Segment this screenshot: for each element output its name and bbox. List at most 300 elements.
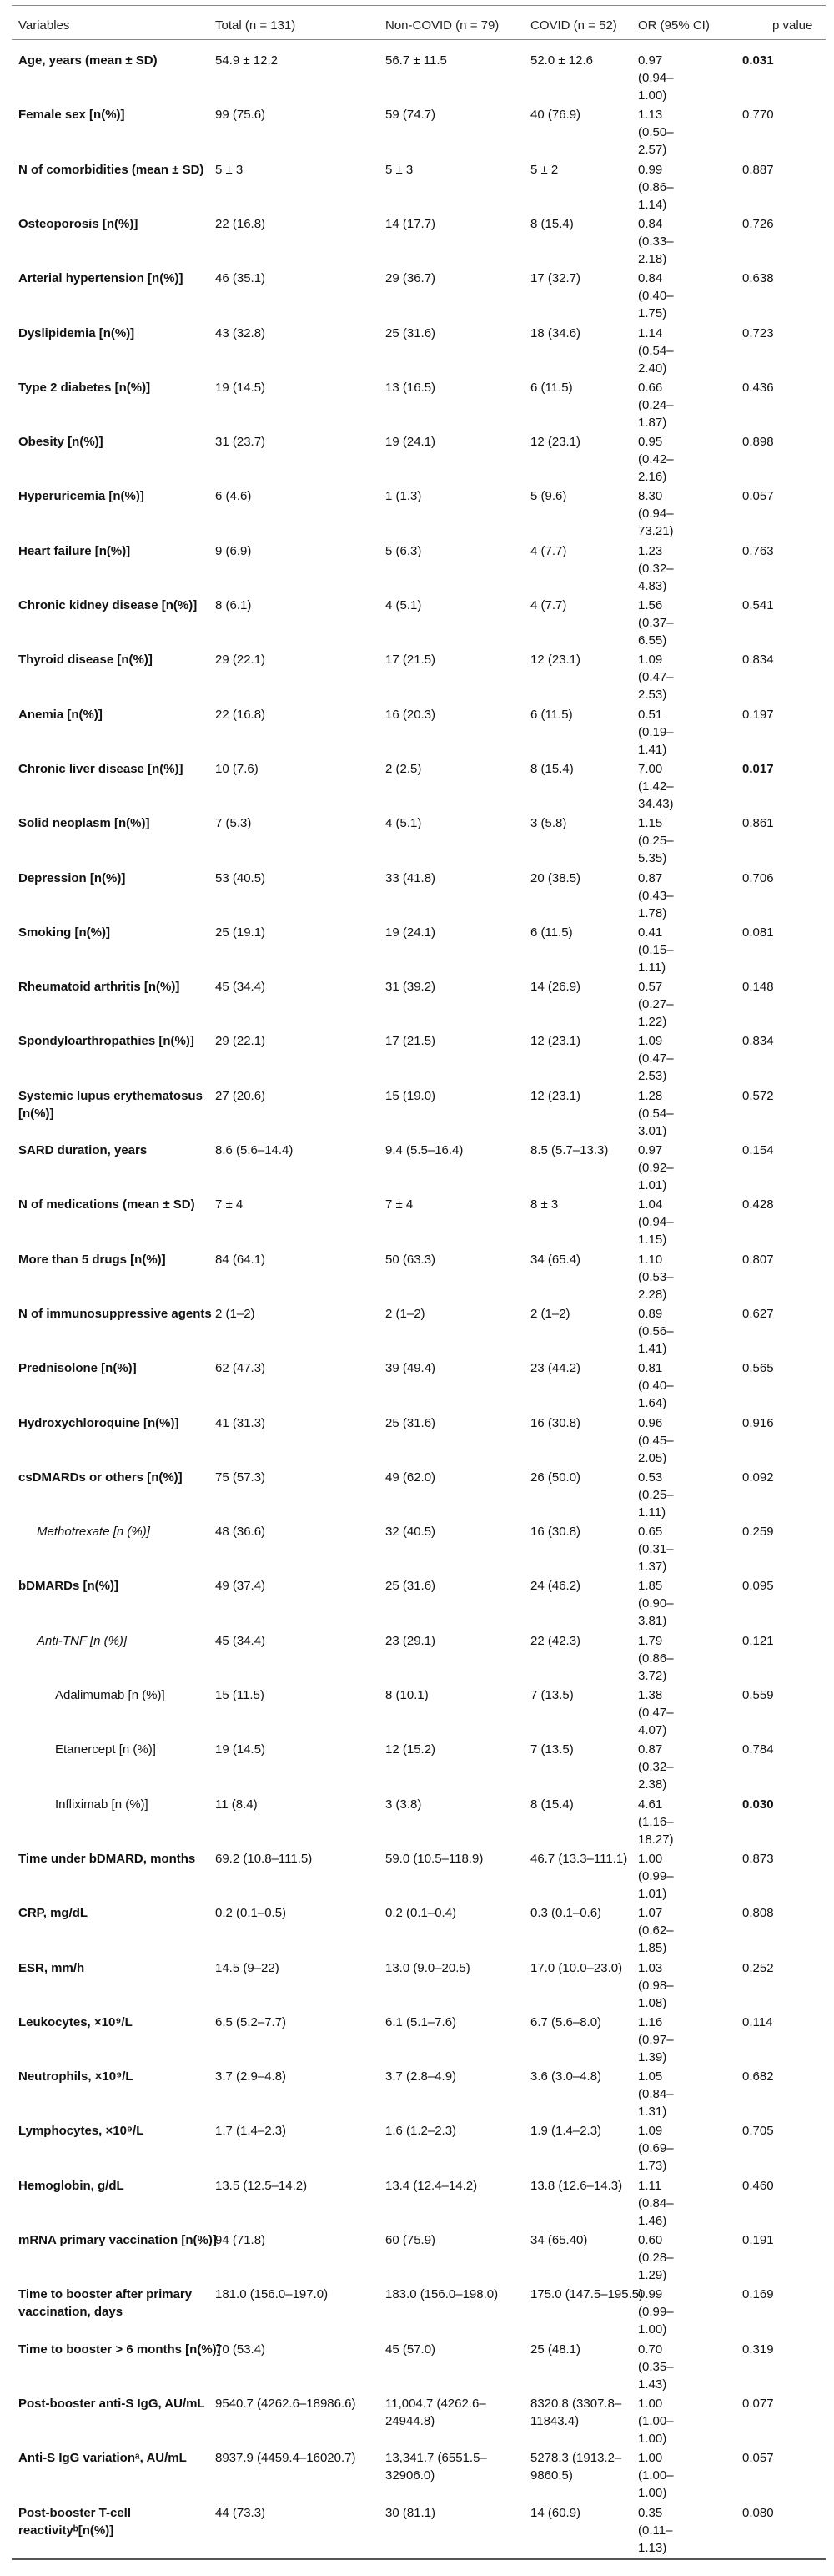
- cell-or: 0.99 (0.99–1.00): [638, 2287, 674, 2337]
- cell-variable: mRNA primary vaccination [n(%)]: [18, 2233, 217, 2247]
- cell-pvalue: 0.706: [742, 870, 774, 885]
- table-row: [0, 1904, 834, 1954]
- table-bottom-rule: [12, 2558, 826, 2560]
- cell-pvalue: 0.436: [742, 380, 774, 395]
- table-row: [0, 161, 834, 211]
- cell-total: 15 (11.5): [215, 1688, 264, 1702]
- cell-or: 4.61 (1.16–18.27): [638, 1797, 674, 1847]
- cell-pvalue: 0.031: [742, 53, 774, 68]
- cell-total: 45 (34.4): [215, 980, 266, 995]
- table-row: [0, 870, 834, 920]
- cell-or: 1.00 (0.99–1.01): [638, 1851, 674, 1901]
- table-row: [0, 2068, 834, 2118]
- cell-pvalue: 0.080: [742, 2505, 774, 2520]
- cell-variable: Time under bDMARD, months: [18, 1851, 196, 1866]
- cell-pvalue: 0.723: [742, 325, 774, 340]
- cell-noncovid: 32 (40.5): [385, 1525, 436, 1540]
- cell-pvalue: 0.077: [742, 2396, 774, 2411]
- table-row: [0, 2014, 834, 2064]
- cell-covid: 4 (7.7): [530, 543, 567, 558]
- cell-or: 0.95 (0.42–2.16): [638, 435, 674, 485]
- cell-or: 1.13 (0.50–2.57): [638, 108, 674, 158]
- cell-variable: Time to booster > 6 months [n(%)]: [18, 2342, 221, 2357]
- cell-noncovid: 1.6 (1.2–2.3): [385, 2124, 457, 2139]
- cell-or: 0.35 (0.11–1.13): [638, 2505, 673, 2555]
- cell-noncovid: 2 (1–2): [385, 1306, 425, 1321]
- cell-pvalue: 0.541: [742, 598, 774, 612]
- cell-covid: 16 (30.8): [530, 1525, 581, 1540]
- cell-or: 0.89 (0.56–1.41): [638, 1306, 674, 1356]
- cell-variable: Neutrophils, ×10⁹/L: [18, 2069, 133, 2084]
- cell-total: 19 (14.5): [215, 1742, 266, 1757]
- cell-covid: 14 (26.9): [530, 980, 581, 995]
- cell-variable: Arterial hypertension [n(%)]: [18, 271, 183, 286]
- cell-or: 1.07 (0.62–1.85): [638, 1906, 674, 1956]
- cell-total: 13.5 (12.5–14.2): [215, 2178, 308, 2193]
- cell-total: 19 (14.5): [215, 380, 266, 395]
- cell-covid: 12 (23.1): [530, 435, 581, 450]
- cell-pvalue: 0.017: [742, 761, 774, 776]
- cell-noncovid: 4 (5.1): [385, 816, 422, 831]
- table-row: [0, 814, 834, 865]
- table-row: [0, 1577, 834, 1627]
- cell-covid: 6 (11.5): [530, 925, 573, 940]
- table-row: [0, 2122, 834, 2172]
- cell-pvalue: 0.887: [742, 162, 774, 177]
- cell-covid: 7 (13.5): [530, 1742, 574, 1757]
- cell-or: 0.97 (0.94–1.00): [638, 53, 674, 103]
- cell-noncovid: 12 (15.2): [385, 1742, 436, 1757]
- cell-variable: Lymphocytes, ×10⁹/L: [18, 2124, 144, 2139]
- cell-noncovid: 19 (24.1): [385, 925, 436, 940]
- cell-variable: Osteoporosis [n(%)]: [18, 216, 138, 231]
- cell-noncovid: 45 (57.0): [385, 2342, 436, 2357]
- cell-noncovid: 1 (1.3): [385, 489, 422, 504]
- cell-pvalue: 0.559: [742, 1688, 774, 1702]
- cell-covid: 3 (5.8): [530, 816, 567, 831]
- cell-variable: Methotrexate [n (%)]: [37, 1525, 150, 1540]
- cell-pvalue: 0.169: [742, 2287, 774, 2302]
- table-row: [0, 597, 834, 647]
- cell-noncovid: 9.4 (5.5–16.4): [385, 1143, 464, 1157]
- cell-pvalue: 0.770: [742, 108, 774, 123]
- cell-noncovid: 7 ± 4: [385, 1197, 414, 1212]
- table-row: [0, 1959, 834, 2009]
- cell-noncovid: 17 (21.5): [385, 653, 436, 668]
- cell-or: 0.70 (0.35–1.43): [638, 2342, 674, 2392]
- cell-or: 0.60 (0.28–1.29): [638, 2233, 674, 2282]
- cell-total: 75 (57.3): [215, 1469, 266, 1485]
- cell-total: 54.9 ± 12.2: [215, 53, 278, 68]
- table-row: [0, 1469, 834, 1519]
- cell-pvalue: 0.916: [742, 1415, 774, 1430]
- cell-variable: Hemoglobin, g/dL: [18, 2178, 124, 2193]
- cell-covid: 23 (44.2): [530, 1361, 581, 1376]
- cell-covid: 34 (65.40): [530, 2233, 588, 2247]
- table-row: [0, 1196, 834, 1246]
- cell-or: 0.84 (0.40–1.75): [638, 271, 674, 321]
- cell-variable: Systemic lupus erythematosus [n(%)]: [18, 1088, 203, 1121]
- cell-noncovid: 3 (3.8): [385, 1797, 422, 1812]
- cell-noncovid: 56.7 ± 11.5: [385, 53, 447, 68]
- cell-noncovid: 59.0 (10.5–118.9): [385, 1851, 484, 1866]
- cell-covid: 8 (15.4): [530, 216, 574, 231]
- cell-noncovid: 6.1 (5.1–7.6): [385, 2014, 457, 2029]
- cell-noncovid: 30 (81.1): [385, 2505, 436, 2520]
- table-row: [0, 2341, 834, 2391]
- cell-pvalue: 0.682: [742, 2069, 774, 2084]
- cell-total: 2 (1–2): [215, 1306, 255, 1321]
- cell-variable: Prednisolone [n(%)]: [18, 1361, 137, 1376]
- cell-noncovid: 4 (5.1): [385, 598, 422, 612]
- cell-pvalue: 0.191: [742, 2233, 774, 2247]
- cell-pvalue: 0.057: [742, 489, 774, 504]
- cell-total: 84 (64.1): [215, 1252, 266, 1267]
- table-row: [0, 2286, 834, 2336]
- cell-variable: Thyroid disease [n(%)]: [18, 653, 153, 668]
- cell-variable: Smoking [n(%)]: [18, 925, 110, 940]
- table-row: [0, 52, 834, 102]
- table-row: [0, 1251, 834, 1301]
- cell-total: 22 (16.8): [215, 707, 266, 722]
- cell-or: 1.10 (0.53–2.28): [638, 1252, 674, 1302]
- header-covid: COVID (n = 52): [530, 18, 617, 33]
- table-row: [0, 1850, 834, 1900]
- cell-pvalue: 0.808: [742, 1906, 774, 1921]
- cell-total: 48 (36.6): [215, 1525, 266, 1540]
- cell-variable: Female sex [n(%)]: [18, 108, 125, 123]
- cell-total: 8.6 (5.6–14.4): [215, 1143, 294, 1157]
- cell-pvalue: 0.784: [742, 1742, 774, 1757]
- cell-covid: 34 (65.4): [530, 1252, 581, 1267]
- cell-variable: Solid neoplasm [n(%)]: [18, 816, 150, 831]
- cell-total: 41 (31.3): [215, 1415, 266, 1430]
- cell-covid: 17 (32.7): [530, 271, 581, 286]
- cell-or: 1.15 (0.25–5.35): [638, 816, 674, 866]
- cell-variable: Depression [n(%)]: [18, 870, 126, 885]
- cell-noncovid: 11,004.7 (4262.6–24944.8): [385, 2396, 486, 2428]
- cell-covid: 8 (15.4): [530, 761, 574, 776]
- cell-noncovid: 29 (36.7): [385, 271, 436, 286]
- cell-covid: 1.9 (1.4–2.3): [530, 2124, 602, 2139]
- cell-pvalue: 0.148: [742, 980, 774, 995]
- cell-covid: 13.8 (12.6–14.3): [530, 2178, 623, 2193]
- cell-covid: 5278.3 (1913.2–9860.5): [530, 2451, 622, 2483]
- cell-or: 1.09 (0.47–2.53): [638, 653, 674, 703]
- cell-variable: Post-booster anti-S IgG, AU/mL: [18, 2396, 205, 2411]
- cell-covid: 6 (11.5): [530, 707, 573, 722]
- cell-or: 1.09 (0.47–2.53): [638, 1034, 674, 1084]
- cell-total: 8 (6.1): [215, 598, 252, 612]
- cell-pvalue: 0.460: [742, 2178, 774, 2193]
- cell-variable: Type 2 diabetes [n(%)]: [18, 380, 151, 395]
- table-row: [0, 433, 834, 483]
- header-bottom-rule: [12, 39, 826, 40]
- cell-pvalue: 0.898: [742, 435, 774, 450]
- table-row: [0, 1032, 834, 1082]
- cell-pvalue: 0.807: [742, 1252, 774, 1267]
- cell-pvalue: 0.121: [742, 1633, 774, 1648]
- table-row: [0, 1142, 834, 1192]
- cell-covid: 2 (1–2): [530, 1306, 570, 1321]
- cell-covid: 14 (60.9): [530, 2505, 581, 2520]
- cell-noncovid: 13.4 (12.4–14.2): [385, 2178, 478, 2193]
- table-top-rule: [12, 5, 826, 6]
- cell-variable: Hydroxychloroquine [n(%)]: [18, 1415, 179, 1430]
- cell-covid: 0.3 (0.1–0.6): [530, 1906, 602, 1921]
- cell-pvalue: 0.057: [742, 2451, 774, 2466]
- cell-noncovid: 19 (24.1): [385, 435, 436, 450]
- cell-variable: N of medications (mean ± SD): [18, 1197, 195, 1212]
- cell-variable: N of immunosuppressive agents: [18, 1306, 212, 1321]
- cell-noncovid: 14 (17.7): [385, 216, 436, 231]
- cell-variable: Time to booster after primary vaccination, days: [18, 2287, 193, 2320]
- cell-covid: 18 (34.6): [530, 325, 581, 340]
- cell-covid: 25 (48.1): [530, 2342, 581, 2357]
- cell-or: 0.41 (0.15–1.11): [638, 925, 674, 975]
- cell-total: 9540.7 (4262.6–18986.6): [215, 2396, 356, 2411]
- cell-total: 53 (40.5): [215, 870, 266, 885]
- cell-or: 0.87 (0.32–2.38): [638, 1742, 674, 1792]
- cell-covid: 4 (7.7): [530, 598, 567, 612]
- cell-or: 1.79 (0.86–3.72): [638, 1633, 674, 1683]
- cell-noncovid: 25 (31.6): [385, 1415, 436, 1430]
- cell-variable: CRP, mg/dL: [18, 1906, 88, 1921]
- cell-covid: 22 (42.3): [530, 1633, 581, 1648]
- cell-or: 0.65 (0.31–1.37): [638, 1525, 674, 1575]
- cell-or: 1.03 (0.98–1.08): [638, 1960, 674, 2010]
- cell-total: 31 (23.7): [215, 435, 266, 450]
- cell-or: 1.28 (0.54–3.01): [638, 1088, 674, 1138]
- cell-noncovid: 23 (29.1): [385, 1633, 436, 1648]
- cell-noncovid: 5 ± 3: [385, 162, 414, 177]
- cell-total: 7 (5.3): [215, 816, 252, 831]
- cell-or: 0.97 (0.92–1.01): [638, 1143, 674, 1192]
- cell-noncovid: 183.0 (156.0–198.0): [385, 2287, 499, 2302]
- cell-pvalue: 0.861: [742, 816, 774, 831]
- cell-noncovid: 15 (19.0): [385, 1088, 436, 1103]
- cell-or: 1.85 (0.90–3.81): [638, 1579, 674, 1629]
- cell-total: 11 (8.4): [215, 1797, 258, 1812]
- cell-noncovid: 13 (16.5): [385, 380, 436, 395]
- table-row: [0, 924, 834, 974]
- cell-total: 70 (53.4): [215, 2342, 266, 2357]
- cell-covid: 3.6 (3.0–4.8): [530, 2069, 602, 2084]
- cell-or: 1.00 (1.00–1.00): [638, 2396, 674, 2446]
- cell-or: 7.00 (1.42–34.43): [638, 761, 674, 811]
- table-row: [0, 487, 834, 537]
- table-row: [0, 1087, 834, 1137]
- cell-variable: bDMARDs [n(%)]: [18, 1579, 118, 1594]
- cell-noncovid: 2 (2.5): [385, 761, 422, 776]
- cell-pvalue: 0.252: [742, 1960, 774, 1975]
- cell-noncovid: 31 (39.2): [385, 980, 436, 995]
- cell-pvalue: 0.319: [742, 2342, 774, 2357]
- cell-total: 27 (20.6): [215, 1088, 266, 1103]
- cell-covid: 12 (23.1): [530, 1088, 581, 1103]
- cell-pvalue: 0.197: [742, 707, 774, 722]
- header-pvalue: p value: [772, 18, 813, 33]
- cell-noncovid: 25 (31.6): [385, 325, 436, 340]
- cell-pvalue: 0.154: [742, 1143, 774, 1157]
- cell-total: 62 (47.3): [215, 1361, 266, 1376]
- cell-variable: Post-booster T-cell reactivityᵇ[n(%)]: [18, 2505, 132, 2538]
- cell-pvalue: 0.834: [742, 653, 774, 668]
- cell-or: 1.14 (0.54–2.40): [638, 325, 674, 376]
- cell-covid: 46.7 (13.3–111.1): [530, 1851, 628, 1866]
- cell-variable: More than 5 drugs [n(%)]: [18, 1252, 166, 1267]
- cell-pvalue: 0.030: [742, 1797, 774, 1812]
- cell-variable: Chronic kidney disease [n(%)]: [18, 598, 198, 612]
- cell-covid: 8320.8 (3307.8–11843.4): [530, 2396, 622, 2428]
- header-or: OR (95% CI): [638, 18, 710, 33]
- cell-noncovid: 8 (10.1): [385, 1688, 429, 1702]
- cell-total: 45 (34.4): [215, 1633, 266, 1648]
- cell-covid: 5 ± 2: [530, 162, 559, 177]
- cell-or: 0.84 (0.33–2.18): [638, 216, 674, 266]
- cell-or: 8.30 (0.94–73.21): [638, 489, 674, 539]
- cell-variable: Obesity [n(%)]: [18, 435, 103, 450]
- cell-or: 0.96 (0.45–2.05): [638, 1415, 674, 1465]
- cell-total: 94 (71.8): [215, 2233, 266, 2247]
- table-row: [0, 1305, 834, 1355]
- cell-variable: Age, years (mean ± SD): [18, 53, 158, 68]
- cell-covid: 6.7 (5.6–8.0): [530, 2014, 602, 2029]
- cell-or: 1.23 (0.32–4.83): [638, 543, 674, 593]
- cell-total: 69.2 (10.8–111.5): [215, 1851, 313, 1866]
- cell-variable: Etanercept [n (%)]: [55, 1742, 156, 1757]
- cell-covid: 12 (23.1): [530, 1034, 581, 1049]
- cell-total: 10 (7.6): [215, 761, 259, 776]
- cell-variable: Leukocytes, ×10⁹/L: [18, 2014, 133, 2029]
- cell-noncovid: 25 (31.6): [385, 1579, 436, 1594]
- cell-total: 99 (75.6): [215, 108, 266, 123]
- cell-covid: 24 (46.2): [530, 1579, 581, 1594]
- cell-or: 1.56 (0.37–6.55): [638, 598, 674, 648]
- table-row: [0, 215, 834, 265]
- cell-pvalue: 0.572: [742, 1088, 774, 1103]
- cell-total: 7 ± 4: [215, 1197, 244, 1212]
- cell-or: 0.81 (0.40–1.64): [638, 1361, 674, 1411]
- cell-pvalue: 0.259: [742, 1525, 774, 1540]
- cell-covid: 7 (13.5): [530, 1688, 574, 1702]
- cell-pvalue: 0.638: [742, 271, 774, 286]
- cell-or: 0.51 (0.19–1.41): [638, 707, 674, 757]
- cell-total: 14.5 (9–22): [215, 1960, 279, 1975]
- cell-variable: ESR, mm/h: [18, 1960, 85, 1975]
- cell-variable: SARD duration, years: [18, 1143, 148, 1157]
- cell-or: 0.66 (0.24–1.87): [638, 380, 674, 430]
- header-total: Total (n = 131): [215, 18, 296, 33]
- cell-noncovid: 5 (6.3): [385, 543, 422, 558]
- table-row: [0, 379, 834, 429]
- cell-total: 22 (16.8): [215, 216, 266, 231]
- table-row: [0, 1686, 834, 1737]
- table-row: [0, 1741, 834, 1791]
- table-row: [0, 1632, 834, 1682]
- cell-covid: 5 (9.6): [530, 489, 567, 504]
- cell-variable: Hyperuricemia [n(%)]: [18, 489, 144, 504]
- header-variables: Variables: [18, 18, 70, 33]
- cell-variable: Chronic liver disease [n(%)]: [18, 761, 183, 776]
- table-row: [0, 270, 834, 320]
- cell-noncovid: 13.0 (9.0–20.5): [385, 1960, 470, 1975]
- cell-covid: 12 (23.1): [530, 653, 581, 668]
- cell-variable: Heart failure [n(%)]: [18, 543, 131, 558]
- cell-total: 25 (19.1): [215, 925, 266, 940]
- cell-covid: 175.0 (147.5–195.5): [530, 2287, 644, 2302]
- cell-or: 1.11 (0.84–1.46): [638, 2178, 674, 2228]
- cell-total: 44 (73.3): [215, 2505, 266, 2520]
- cell-covid: 8 ± 3: [530, 1197, 559, 1212]
- cell-total: 1.7 (1.4–2.3): [215, 2124, 287, 2139]
- cell-covid: 26 (50.0): [530, 1469, 581, 1485]
- table-row: [0, 2504, 834, 2554]
- cell-total: 29 (22.1): [215, 653, 266, 668]
- cell-noncovid: 59 (74.7): [385, 108, 436, 123]
- cell-or: 0.57 (0.27–1.22): [638, 980, 674, 1030]
- cell-pvalue: 0.763: [742, 543, 774, 558]
- cell-variable: Anti-TNF [n (%)]: [37, 1633, 128, 1648]
- cell-pvalue: 0.627: [742, 1306, 774, 1321]
- cell-pvalue: 0.092: [742, 1469, 774, 1485]
- cell-noncovid: 3.7 (2.8–4.9): [385, 2069, 457, 2084]
- cell-covid: 8 (15.4): [530, 1797, 574, 1812]
- cell-noncovid: 0.2 (0.1–0.4): [385, 1906, 457, 1921]
- cell-noncovid: 60 (75.9): [385, 2233, 436, 2247]
- cell-covid: 40 (76.9): [530, 108, 581, 123]
- cell-total: 6.5 (5.2–7.7): [215, 2014, 287, 2029]
- cell-total: 181.0 (156.0–197.0): [215, 2287, 329, 2302]
- cell-noncovid: 16 (20.3): [385, 707, 436, 722]
- cell-pvalue: 0.081: [742, 925, 774, 940]
- cell-pvalue: 0.834: [742, 1034, 774, 1049]
- cell-covid: 16 (30.8): [530, 1415, 581, 1430]
- table-row: [0, 978, 834, 1028]
- table-row: [0, 1359, 834, 1409]
- cell-covid: 17.0 (10.0–23.0): [530, 1960, 623, 1975]
- cell-pvalue: 0.114: [742, 2014, 773, 2029]
- table-row: [0, 651, 834, 701]
- cell-noncovid: 50 (63.3): [385, 1252, 436, 1267]
- cell-covid: 8.5 (5.7–13.3): [530, 1143, 609, 1157]
- cell-or: 1.05 (0.84–1.31): [638, 2069, 674, 2120]
- table-row: [0, 1523, 834, 1573]
- cell-pvalue: 0.565: [742, 1361, 774, 1376]
- cell-total: 5 ± 3: [215, 162, 244, 177]
- cell-variable: Adalimumab [n (%)]: [55, 1688, 165, 1702]
- table-row: [0, 2177, 834, 2227]
- cell-pvalue: 0.705: [742, 2124, 774, 2139]
- cell-or: 1.16 (0.97–1.39): [638, 2014, 674, 2064]
- cell-or: 0.53 (0.25–1.11): [638, 1469, 674, 1520]
- table-row: [0, 2449, 834, 2499]
- cell-total: 49 (37.4): [215, 1579, 266, 1594]
- cell-variable: Infliximab [n (%)]: [55, 1797, 148, 1812]
- cell-or: 1.09 (0.69–1.73): [638, 2124, 674, 2174]
- table-row: [0, 2231, 834, 2281]
- cell-pvalue: 0.726: [742, 216, 774, 231]
- cell-variable: Anti-S IgG variationᵃ, AU/mL: [18, 2451, 187, 2466]
- cell-pvalue: 0.095: [742, 1579, 774, 1594]
- cell-total: 43 (32.8): [215, 325, 266, 340]
- cell-variable: Anemia [n(%)]: [18, 707, 103, 722]
- cell-total: 46 (35.1): [215, 271, 266, 286]
- table-row: [0, 542, 834, 592]
- table-row: [0, 1414, 834, 1464]
- cell-covid: 52.0 ± 12.6: [530, 53, 593, 68]
- cell-total: 8937.9 (4459.4–16020.7): [215, 2451, 356, 2466]
